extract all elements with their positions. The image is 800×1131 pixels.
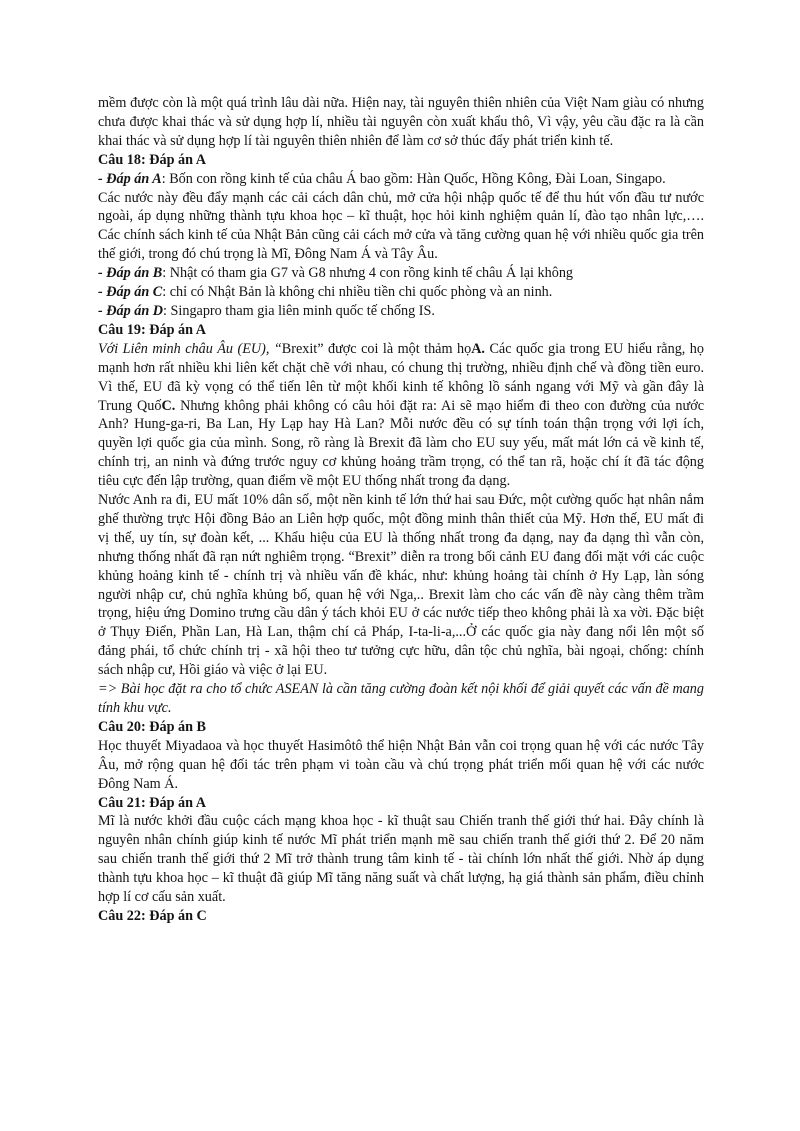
q18-option-d-text: : Singapro tham gia liên minh quốc tế chống IS.	[163, 302, 435, 319]
q18-body: Các nước này đều đẩy mạnh các cải cách dân chủ, mở cửa hội nhập quốc tế để thu hút vốn đầu tư nước ngoài, áp dụng những thành tựu khoa học – kĩ thuật, học hỏi kinh nghiệm quản lí, đào tạo nhân lực,…. Các chính sách kinh tế của Nhật Bản cũng cải cách mở cửa và tăng cường quan hệ với nhiều quốc gia trên thế giới, trong đó chú trọng là Mĩ, Đông Nam Á và Tây Âu.	[98, 189, 704, 263]
question-18-heading: Câu 18: Đáp án A	[98, 151, 207, 168]
question-19-heading: Câu 19: Đáp án A	[98, 321, 207, 338]
q18-option-b-label: - Đáp án B	[98, 265, 163, 282]
q19-p1-bold-2: C.	[161, 397, 176, 414]
question-22-heading: Câu 22: Đáp án C	[98, 907, 207, 924]
q19-p1-a: Brexit” được coi là một thảm họ	[281, 340, 472, 357]
question-20-heading: Câu 20: Đáp án B	[98, 718, 207, 735]
q18-option-a-label: - Đáp án A	[98, 170, 162, 187]
q18-option-a	[98, 170, 704, 189]
q18-option-b	[98, 264, 704, 283]
q19-conclusion: => Bài học đặt ra cho tổ chức ASEAN là cần tăng cường đoàn kết nội khối để giải quyết các vấn đề mang tính khu vực.	[98, 681, 704, 716]
q18-option-a-text: : Bốn con rồng kinh tế của châu Á bao gồm: Hàn Quốc, Hồng Kông, Đài Loan, Singapo.	[161, 170, 666, 187]
q19-p1-italic: Với Liên minh châu Âu (EU), “	[98, 340, 282, 357]
q18-option-b-text: : Nhật có tham gia G7 và G8 nhưng 4 con rồng kinh tế châu Á lại không	[162, 265, 574, 282]
q19-paragraph-2: Nước Anh ra đi, EU mất 10% dân số, một nền kinh tế lớn thứ hai sau Đức, một cường quốc hạt nhân nắm ghế thường trực Hội đồng Bảo an Liên hợp quốc, một đồng minh thân thiết của Mỹ. Hơn thế, EU mất đi vị thế, uy tín, sự đoàn kết, ... Khẩu hiệu của EU là thống nhất trong đa dạng, nay đa dạng thì vẫn còn, nhưng thống nhất đã rạn nứt nghiêm trọng. “Brexit” diễn ra trong bối cảnh EU đang đối mặt với các cuộc khủng hoảng kinh tế - chính trị và nhiều vấn đề khác, như: khủng hoảng tài chính ở Hy Lạp, làn sóng người nhập cư, chủ nghĩa khủng bố, quan hệ với Nga,.. Brexit làm cho các vấn đề này càng thêm trầm trọng, hiệu ứng Domino trưng cầu dân ý tách khỏi EU ở các nước tiếp theo không phải là xa vời. Đặc biệt ở Thụy Điển, Phần Lan, Hà Lan, thậm chí cả Pháp, I-ta-li-a,...Ở các quốc gia này đang nổi lên một số đảng phái, tổ chức chính trị - xã hội theo tư tưởng cực hữu, dân tộc chủ nghĩa, bài ngoại, chống: chính sách nhập cư, Hồi giáo và việc ở lại EU.	[98, 492, 704, 679]
q19-paragraph-1	[98, 340, 704, 491]
q18-option-d	[98, 302, 704, 321]
q19-p1-bold-1: A.	[471, 340, 485, 357]
q18-option-c-text: : chỉ có Nhật Bản là không chi nhiều tiền chi quốc phòng và an ninh.	[162, 284, 553, 301]
q20-body: Học thuyết Miyadaoa và học thuyết Hasimôtô thể hiện Nhật Bản vẫn coi trọng quan hệ với các nước Tây Âu, mở rộng quan hệ đối tác trên phạm vi toàn cầu và chú trọng phát triển mối quan hệ với các nước Đông Nam Á.	[98, 737, 704, 792]
question-21-heading: Câu 21: Đáp án A	[98, 794, 207, 811]
q19-p1-c: Các quốc gia trong EU hiểu rằng, họ mạnh hơn rất nhiều khi liên kết chặt chẽ với nhau, có chung thị trường, nhiều định chế và đồng tiền euro. Vì thế, EU đã kỳ vọng có thể tiến lên từ một khối kinh tế không lồ sánh ngang với Mỹ và gần đây là Trung Quố	[98, 340, 704, 414]
q18-option-c-label: - Đáp án C	[98, 284, 163, 301]
q21-body: Mĩ là nước khởi đầu cuộc cách mạng khoa học - kĩ thuật sau Chiến tranh thế giới thứ hai. Đây chính là nguyên nhân chính giúp kinh tế nước Mĩ phát triển mạnh mẽ sau chiến tranh thế giới thứ 2. Để 20 năm sau chiến tranh thế giới thứ 2 Mĩ trở thành trung tâm kinh tế - tài chính lớn nhất thế giới. Nhờ áp dụng thành tựu khoa học – kĩ thuật đã giúp Mĩ tăng năng suất và chất lượng, hạ giá thành sản phẩm, điều chỉnh hợp lí cơ cấu sản xuất.	[98, 813, 704, 906]
q18-option-d-label: - Đáp án D	[98, 302, 164, 319]
paragraph-intro: mềm được còn là một quá trình lâu dài nữa. Hiện nay, tài nguyên thiên nhiên của Việt Nam giàu có nhưng chưa được khai thác và sử dụng hợp lí, nhiều tài nguyên còn xuất khẩu thô, Vì vậy, yêu cầu đặc ra là cần khai thác và sử dụng hợp lí tài nguyên thiên nhiên để làm cơ sở thúc đẩy phát triển kinh tế.	[98, 95, 704, 149]
q18-option-c	[98, 283, 704, 302]
document-page	[98, 94, 704, 926]
q19-p1-d: Nhưng không phải không có câu hỏi đặt ra: Ai sẽ mạo hiểm đi theo con đường của nước Anh? Hung-ga-ri, Ba Lan, Hy Lạp hay Hà Lan? Mỗi nước đều có sự tính toán thận trọng với lợi ích, quyền lợi quốc gia của mình. Song, rõ ràng là Brexit đã làm cho EU suy yếu, mất mát lớn cả về kinh tế, chính trị, an ninh và đứng trước nguy cơ khủng hoảng trầm trọng, có thể tan rã, hoặc chí ít đã tác động tiêu cực đến lập trường, quan điểm về một EU thống nhất trong đa dạng.	[98, 397, 704, 490]
